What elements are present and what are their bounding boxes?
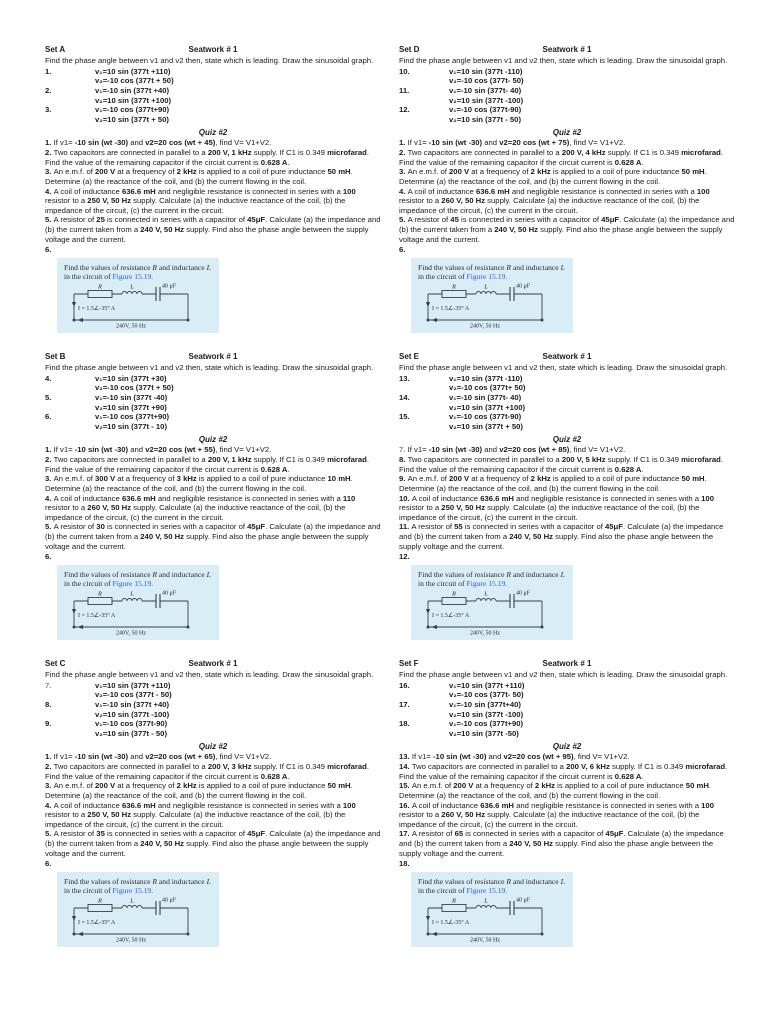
terminal-dot <box>73 626 76 629</box>
seatwork-items <box>45 681 381 739</box>
resistor-label: R <box>98 283 102 291</box>
quiz-item-number: 1. <box>45 445 54 455</box>
quiz-item-number: 13. <box>399 752 412 762</box>
seatwork-title: Seatwork # 1 <box>542 352 592 361</box>
quiz-item: 13. If v1= -10 sin (wt -30) and v2=20 cos (wt + 95), find V= V1+V2. <box>399 752 630 762</box>
resistor-symbol <box>88 905 112 912</box>
quiz-item: 2. Two capacitors are connected in parallel to a 200 V, 1 kHz supply. If C1 is 0.349 microfarad. Find the value of the remaining capacitor if the circuit current is 0.628 A. <box>45 455 369 474</box>
seatwork-instructions: Find the phase angle between v1 and v2 then, state which is leading. Draw the sinusoidal graph. <box>45 670 374 679</box>
equation-v2: v₂=10 sin (377t + 50) <box>449 421 523 431</box>
inductor-label: L <box>130 590 134 598</box>
seatwork-title: Seatwork # 1 <box>542 659 592 668</box>
quiz-item-number: 16. <box>399 800 412 810</box>
quiz-item-number: 7. <box>399 445 408 455</box>
equation-v1: v₁=10 sin (377t -110) <box>449 66 523 76</box>
set-header <box>45 45 381 55</box>
figure-box <box>411 872 573 948</box>
figure-box <box>57 258 219 334</box>
supply-arrow-icon <box>78 318 84 322</box>
equation-v2: v₂=-10 cos (377t- 50) <box>449 76 524 86</box>
seatwork-instructions: Find the phase angle between v1 and v2 then, state which is leading. Draw the sinusoidal graph. <box>45 363 374 372</box>
current-label: I = 1.5∠-35° A <box>78 613 116 620</box>
set-header <box>399 659 735 669</box>
terminal-dot <box>427 626 430 629</box>
equation-v1: v₁=-10 sin (377t +40) <box>95 85 170 95</box>
figure-caption: Find the values of resistance R and inductance L in the circuit of Figure 15.19. <box>418 569 565 589</box>
quiz-item: 4. A coil of inductance 636.6 mH and negligible resistance is connected in series with a 100 resistor to a 260 V, 50 Hz supply. Calculate (a) the inductive reactance of the coil, (b) the impedance of the circuit, (c) the current in the circuit. <box>399 186 710 215</box>
quiz-item-number: 10. <box>399 493 412 503</box>
quiz-item: 11. A resistor of 55 is connected in series with a capacitor of 45μF. Calculate (a) the impedance and (b) the current taken from a 240 V, 50 Hz supply. Find also the phase angle between the supply voltage and the current. <box>399 522 724 551</box>
figure-item-number: 18. <box>399 859 410 869</box>
current-label: I = 1.5∠-35° A <box>432 613 470 620</box>
figure-item-number: 6. <box>45 245 52 255</box>
equation-pair <box>95 374 174 393</box>
quiz-title: Quiz #2 <box>198 435 228 445</box>
set-title: Set E <box>399 352 420 361</box>
figure-item-number: 6. <box>45 859 52 869</box>
quiz-item-number: 3. <box>399 167 408 177</box>
item-number: 6. <box>45 412 52 422</box>
problem-set-section <box>45 45 381 352</box>
quiz-item: 14. Two capacitors are connected in parallel to a 200 V, 6 kHz supply. If C1 is 0.349 microfarad. Find the value of the remaining capacitor if the circuit current is 0.628 A. <box>399 762 728 781</box>
seatwork-item <box>45 700 381 719</box>
equation-v1: v₁=-10 sin (377t +40) <box>95 699 170 709</box>
worksheet-grid <box>45 45 735 966</box>
quiz-items <box>399 138 735 244</box>
figure-caption: Find the values of resistance R and inductance L in the circuit of Figure 15.19. <box>64 262 211 282</box>
item-number: 5. <box>45 392 52 402</box>
seatwork-item <box>45 393 381 412</box>
quiz-item-number: 1. <box>45 138 54 148</box>
current-label: I = 1.5∠-35° A <box>432 920 470 927</box>
quiz-item-number: 5. <box>45 215 54 225</box>
capacitor-label: 40 μF <box>162 897 177 904</box>
quiz-item: 2. Two capacitors are connected in parallel to a 200 V, 1 kHz supply. If C1 is 0.349 microfarad. Find the value of the remaining capacitor if the circuit current is 0.628 A. <box>45 148 369 167</box>
equation-v1: v₁=-10 cos (377t+90) <box>449 719 524 729</box>
figure-box <box>57 872 219 948</box>
quiz-item: 16. A coil of inductance 636.6 mH and negligible resistance is connected in series with a 100 resistor to a 260 V, 50 Hz supply. Calculate (a) the inductive reactance of the coil, (b) the impedance of the circuit, (c) the current in the circuit. <box>399 800 714 829</box>
circuit-diagram <box>64 282 214 329</box>
equation-v2: v₂=10 sin (377t -100) <box>449 709 524 719</box>
equation-v2: v₂=10 sin (377t + 50) <box>95 114 169 124</box>
equation-v2: v₂=10 sin (377t -100) <box>95 709 170 719</box>
figure-caption: Find the values of resistance R and inductance L in the circuit of Figure 15.19. <box>418 262 565 282</box>
seatwork-item <box>399 374 735 393</box>
seatwork-item <box>399 681 735 700</box>
quiz-item: 15. An e.m.f. of 200 V at a frequency of 2 kHz is applied to a coil of pure inductance 50 mH. Determine (a) the reactance of the coil, and (b) the current flowing in the coil. <box>399 781 712 800</box>
quiz-item: 4. A coil of inductance 636.6 mH and negligible resistance is connected in series with a 100 resistor to a 250 V, 50 Hz supply. Calculate (a) the inductive reactance of the coil, (b) the impedance of the circuit, (c) the current in the circuit. <box>45 186 356 215</box>
quiz-item-number: 4. <box>45 800 54 810</box>
quiz-item-number: 4. <box>399 186 408 196</box>
item-number: 16. <box>399 680 410 690</box>
circuit-diagram <box>64 589 214 636</box>
equation-pair <box>95 393 167 412</box>
equation-v2: v₂=10 sin (377t +100) <box>449 402 526 412</box>
quiz-item-number: 8. <box>399 455 408 464</box>
equation-v2: v₂=-10 cos (377t+ 50) <box>449 383 526 393</box>
figure-item-number: 6. <box>45 552 52 562</box>
quiz-item-number: 2. <box>399 148 408 157</box>
item-number: 3. <box>45 105 52 115</box>
figure-link[interactable]: Figure 15.19. <box>112 579 154 589</box>
seatwork-item <box>45 719 381 738</box>
quiz-item-number: 3. <box>45 781 54 791</box>
equation-v1: v₁=-10 cos (377t-90) <box>449 412 522 422</box>
seatwork-instructions: Find the phase angle between v1 and v2 then, state which is leading. Draw the sinusoidal graph. <box>399 363 728 372</box>
item-number: 13. <box>399 373 410 383</box>
quiz-item-number: 5. <box>45 522 54 532</box>
supply-label: 240V, 50 Hz <box>469 630 501 637</box>
quiz-item-number: 15. <box>399 781 412 791</box>
equation-v1: v₁=-10 sin (377t -40) <box>95 392 168 402</box>
quiz-item: 7. If v1= -10 sin (wt -30) and v2=20 cos (wt + 85), find V= V1+V2. <box>399 445 626 455</box>
seatwork-instructions: Find the phase angle between v1 and v2 then, state which is leading. Draw the sinusoidal graph. <box>45 56 374 65</box>
equation-pair <box>449 105 521 124</box>
equation-v2: v₂=10 sin (377t - 50) <box>95 728 167 738</box>
equation-v2: v₂=-10 cos (377t - 50) <box>95 690 172 700</box>
quiz-item: 2. Two capacitors are connected in parallel to a 200 V, 4 kHz supply. If C1 is 0.349 microfarad. Find the value of the remaining capacitor if the circuit current is 0.628 A. <box>399 148 723 167</box>
seatwork-items <box>399 374 735 432</box>
circuit-diagram <box>64 896 214 943</box>
supply-arrow-icon <box>78 625 84 629</box>
set-header <box>45 352 381 362</box>
equation-v2: v₂=-10 cos (377t + 50) <box>95 383 174 393</box>
terminal-dot <box>541 626 544 629</box>
set-title: Set C <box>45 659 66 668</box>
quiz-item-number: 5. <box>399 215 408 225</box>
terminal-dot <box>187 319 190 322</box>
circuit-diagram <box>418 589 568 636</box>
terminal-dot <box>73 933 76 936</box>
capacitor-label: 40 μF <box>516 283 531 290</box>
item-number: 8. <box>45 699 52 709</box>
figure-link[interactable]: Figure 15.19. <box>112 886 154 896</box>
quiz-item-number: 3. <box>45 474 54 484</box>
quiz-item: 3. An e.m.f. of 200 V at a frequency of 2 kHz is applied to a coil of pure inductance 50 mH. Determine (a) the reactance of the coil, and (b) the current flowing in the coil. <box>45 781 353 800</box>
quiz-items <box>399 752 735 858</box>
equation-pair <box>449 719 523 738</box>
quiz-item: 5. A resistor of 25 is connected in series with a capacitor of 45μF. Calculate (a) the impedance and (b) the current taken from a 240 V, 50 Hz supply. Find also the phase angle between the supply voltage and the current. <box>45 215 381 244</box>
resistor-label: R <box>98 590 102 598</box>
circuit-diagram <box>418 896 568 943</box>
figure-item-number: 12. <box>399 552 410 562</box>
seatwork-item <box>399 86 735 105</box>
item-number: 1. <box>45 66 52 76</box>
terminal-dot <box>73 319 76 322</box>
quiz-item: 2. Two capacitors are connected in parallel to a 200 V, 3 kHz supply. If C1 is 0.349 microfarad. Find the value of the remaining capacitor if the circuit current is 0.628 A. <box>45 762 369 781</box>
quiz-item: 17. A resistor of 65 is connected in series with a capacitor of 45μF. Calculate (a) the impedance and (b) the current taken from a 240 V, 50 Hz supply. Find also the phase angle between the supply voltage and the current. <box>399 829 724 858</box>
quiz-title: Quiz #2 <box>552 742 582 752</box>
figure-caption: Find the values of resistance R and inductance L in the circuit of Figure 15.19. <box>64 876 211 896</box>
current-arrow-icon <box>72 609 76 614</box>
seatwork-items <box>45 67 381 125</box>
quiz-item: 1. If v1= -10 sin (wt -30) and v2=20 cos (wt + 55), find V= V1+V2. <box>45 445 272 455</box>
supply-arrow-icon <box>78 932 84 936</box>
quiz-item-number: 3. <box>45 167 54 177</box>
seatwork-item <box>399 719 735 738</box>
terminal-dot <box>541 933 544 936</box>
equation-pair <box>449 67 524 86</box>
equation-v2: v₂=-10 cos (377t- 50) <box>449 690 524 700</box>
figure-item-number: 6. <box>399 245 406 255</box>
quiz-item: 3. An e.m.f. of 200 V at a frequency of 2 kHz is applied to a coil of pure inductance 50 mH. Determine (a) the reactance of the coil, and (b) the current flowing in the coil. <box>45 167 353 186</box>
figure-link[interactable]: Figure 15.19. <box>112 272 154 282</box>
item-number: 10. <box>399 66 410 76</box>
resistor-label: R <box>98 897 102 905</box>
equation-v1: v₁=-10 cos (377t+90) <box>95 412 170 422</box>
seatwork-item <box>399 700 735 719</box>
quiz-items <box>45 752 381 858</box>
terminal-dot <box>427 933 430 936</box>
item-number: 11. <box>399 85 410 95</box>
current-arrow-icon <box>426 302 430 307</box>
capacitor-label: 40 μF <box>162 590 177 597</box>
quiz-title: Quiz #2 <box>198 742 228 752</box>
equation-v2: v₂=-10 cos (377t + 50) <box>95 76 174 86</box>
seatwork-item <box>45 67 381 86</box>
current-arrow-icon <box>72 302 76 307</box>
equation-v1: v₁=-10 sin (377t+40) <box>449 699 521 709</box>
item-number: 15. <box>399 412 410 422</box>
figure-link[interactable]: Figure 15.19. <box>466 272 508 282</box>
current-arrow-icon <box>426 916 430 921</box>
seatwork-item <box>45 374 381 393</box>
seatwork-items <box>399 67 735 125</box>
capacitor-label: 40 μF <box>516 897 531 904</box>
circuit-diagram <box>418 282 568 329</box>
item-number: 17. <box>399 699 410 709</box>
supply-arrow-icon <box>432 932 438 936</box>
equation-v1: v₁=-10 cos (377t-90) <box>449 105 522 115</box>
equation-v1: v₁=-10 sin (377t- 40) <box>449 85 522 95</box>
quiz-item-number: 1. <box>399 138 408 148</box>
terminal-dot <box>541 319 544 322</box>
quiz-title: Quiz #2 <box>552 435 582 445</box>
quiz-item: 10. A coil of inductance 636.6 mH and negligible resistance is connected in series with a 100 resistor to a 250 V, 50 Hz supply. Calculate (a) the inductive reactance of the coil, (b) the impedance of the circuit, (c) the current in the circuit. <box>399 493 714 522</box>
inductor-label: L <box>130 283 134 291</box>
quiz-title: Quiz #2 <box>552 128 582 138</box>
figure-caption: Find the values of resistance R and inductance L in the circuit of Figure 15.19. <box>64 569 211 589</box>
capacitor-label: 40 μF <box>162 283 177 290</box>
equation-v1: v₁=10 sin (377t +30) <box>95 373 167 383</box>
equation-pair <box>95 86 171 105</box>
equation-v1: v₁=-10 cos (377t-90) <box>95 719 168 729</box>
figure-box <box>411 565 573 641</box>
set-title: Set F <box>399 659 419 668</box>
terminal-dot <box>187 933 190 936</box>
item-number: 2. <box>45 85 52 95</box>
equation-v1: v₁=-10 cos (377t+90) <box>95 105 170 115</box>
quiz-item-number: 11. <box>399 522 412 532</box>
quiz-items <box>399 445 735 551</box>
quiz-item: 1. If v1= -10 sin (wt -30) and v2=20 cos (wt + 75), find V= V1+V2. <box>399 138 626 148</box>
seatwork-title: Seatwork # 1 <box>188 659 238 668</box>
equation-v2: v₂=10 sin (377t - 50) <box>449 114 521 124</box>
seatwork-item <box>45 681 381 700</box>
seatwork-item <box>45 105 381 124</box>
quiz-item: 3. An e.m.f. of 200 V at a frequency of 2 kHz is applied to a coil of pure inductance 50 mH. Determine (a) the reactance of the coil, and (b) the current flowing in the coil. <box>399 167 707 186</box>
seatwork-instructions: Find the phase angle between v1 and v2 then, state which is leading. Draw the sinusoidal graph. <box>399 670 728 679</box>
quiz-item-number: 2. <box>45 455 54 464</box>
quiz-item-number: 2. <box>45 148 54 157</box>
supply-arrow-icon <box>432 625 438 629</box>
set-title: Set D <box>399 45 420 54</box>
figure-box <box>57 565 219 641</box>
equation-v1: v₁=-10 sin (377t- 40) <box>449 392 522 402</box>
resistor-symbol <box>442 598 466 605</box>
seatwork-item <box>399 393 735 412</box>
terminal-dot <box>427 319 430 322</box>
set-header <box>399 352 735 362</box>
seatwork-item <box>399 412 735 431</box>
equation-v2: v₂=10 sin (377t +90) <box>95 402 167 412</box>
quiz-item: 5. A resistor of 35 is connected in series with a capacitor of 45μF. Calculate (a) the impedance and (b) the current taken from a 240 V, 50 Hz supply. Find also the phase angle between the supply voltage and the current. <box>45 829 381 858</box>
resistor-symbol <box>88 598 112 605</box>
equation-v1: v₁=10 sin (377t +110) <box>95 680 171 690</box>
equation-pair <box>95 681 172 700</box>
current-arrow-icon <box>72 916 76 921</box>
quiz-item-number: 5. <box>45 829 54 839</box>
supply-label: 240V, 50 Hz <box>469 937 501 944</box>
equation-v2: v₂=10 sin (377t - 10) <box>95 421 167 431</box>
seatwork-instructions: Find the phase angle between v1 and v2 then, state which is leading. Draw the sinusoidal graph. <box>399 56 728 65</box>
equation-v2: v₂=10 sin (377t +100) <box>95 95 172 105</box>
item-number: 4. <box>45 373 52 383</box>
terminal-dot <box>187 626 190 629</box>
inductor-label: L <box>484 897 488 905</box>
supply-arrow-icon <box>432 318 438 322</box>
item-number: 14. <box>399 392 410 402</box>
inductor-label: L <box>484 590 488 598</box>
quiz-items <box>45 138 381 244</box>
supply-label: 240V, 50 Hz <box>115 937 147 944</box>
resistor-symbol <box>88 291 112 298</box>
equation-pair <box>449 412 523 431</box>
supply-label: 240V, 50 Hz <box>469 323 501 330</box>
set-header <box>45 659 381 669</box>
problem-set-section <box>399 45 735 352</box>
equation-v2: v₂=10 sin (377t -50) <box>449 728 519 738</box>
quiz-title: Quiz #2 <box>198 128 228 138</box>
equation-v2: v₂=10 sin (377t -100) <box>449 95 524 105</box>
equation-pair <box>95 67 174 86</box>
quiz-item-number: 4. <box>45 493 54 503</box>
problem-set-section <box>399 659 735 966</box>
quiz-item-number: 17. <box>399 829 412 839</box>
quiz-item: 5. A resistor of 30 is connected in series with a capacitor of 45μF. Calculate (a) the impedance and (b) the current taken from a 240 V, 50 Hz supply. Find also the phase angle between the supply voltage and the current. <box>45 522 381 551</box>
seatwork-item <box>399 67 735 86</box>
item-number: 12. <box>399 105 410 115</box>
inductor-symbol <box>122 292 142 295</box>
quiz-item-number: 1. <box>45 752 54 762</box>
equation-pair <box>95 719 167 738</box>
quiz-items <box>45 445 381 551</box>
equation-pair <box>449 393 525 412</box>
figure-link[interactable]: Figure 15.19. <box>466 579 508 589</box>
item-number: 18. <box>399 719 410 729</box>
equation-v1: v₁=10 sin (377t +110) <box>449 680 525 690</box>
quiz-item-number: 2. <box>45 762 54 771</box>
problem-set-section <box>45 352 381 659</box>
seatwork-items <box>399 681 735 739</box>
figure-box <box>411 258 573 334</box>
capacitor-label: 40 μF <box>516 590 531 597</box>
seatwork-title: Seatwork # 1 <box>188 45 238 54</box>
inductor-symbol <box>122 599 142 602</box>
current-arrow-icon <box>426 609 430 614</box>
seatwork-title: Seatwork # 1 <box>542 45 592 54</box>
seatwork-title: Seatwork # 1 <box>188 352 238 361</box>
equation-pair <box>449 700 523 719</box>
quiz-item: 9. An e.m.f. of 200 V at a frequency of 2 kHz is applied to a coil of pure inductance 50 mH. Determine (a) the reactance of the coil, and (b) the current flowing in the coil. <box>399 474 707 493</box>
equation-pair <box>95 105 169 124</box>
item-number: 7. <box>45 680 52 690</box>
supply-label: 240V, 50 Hz <box>115 630 147 637</box>
quiz-item: 3. An e.m.f. of 300 V at a frequency of 3 kHz is applied to a coil of pure inductance 10 mH. Determine (a) the reactance of the coil, and (b) the current flowing in the coil. <box>45 474 353 493</box>
quiz-item: 4. A coil of inductance 636.6 mH and negligible resistance is connected in series with a 100 resistor to a 250 V, 50 Hz supply. Calculate (a) the inductive reactance of the coil, (b) the impedance of the circuit, (c) the current in the circuit. <box>45 800 356 829</box>
current-label: I = 1.5∠-35° A <box>432 306 470 313</box>
seatwork-item <box>45 86 381 105</box>
quiz-item: 5. A resistor of 45 is connected in series with a capacitor of 45μF. Calculate (a) the impedance and (b) the current taken from a 240 V, 50 Hz supply. Find also the phase angle between the supply voltage and the current. <box>399 215 735 244</box>
equation-pair <box>449 86 523 105</box>
resistor-label: R <box>452 590 456 598</box>
quiz-item: 4. A coil of inductance 636.6 mH and negligible resistance is connected in series with a 110 resistor to a 260 V, 50 Hz supply. Calculate (a) the inductive reactance of the coil, (b) the impedance of the circuit, (c) the current in the circuit. <box>45 493 356 522</box>
set-title: Set B <box>45 352 66 361</box>
seatwork-item <box>399 105 735 124</box>
quiz-item-number: 14. <box>399 762 412 771</box>
equation-v1: v₁=10 sin (377t -110) <box>449 373 523 383</box>
resistor-symbol <box>442 905 466 912</box>
quiz-item: 1. If v1= -10 sin (wt -30) and v2=20 cos (wt + 65), find V= V1+V2. <box>45 752 272 762</box>
figure-link[interactable]: Figure 15.19. <box>466 886 508 896</box>
resistor-symbol <box>442 291 466 298</box>
quiz-item: 8. Two capacitors are connected in parallel to a 200 V, 5 kHz supply. If C1 is 0.349 microfarad. Find the value of the remaining capacitor if the circuit current is 0.628 A. <box>399 455 723 474</box>
current-label: I = 1.5∠-35° A <box>78 306 116 313</box>
resistor-label: R <box>452 897 456 905</box>
quiz-item-number: 9. <box>399 474 408 484</box>
equation-pair <box>95 700 169 719</box>
equation-pair <box>449 681 524 700</box>
seatwork-item <box>45 412 381 431</box>
inductor-symbol <box>476 599 496 602</box>
supply-label: 240V, 50 Hz <box>115 323 147 330</box>
inductor-symbol <box>476 292 496 295</box>
inductor-symbol <box>476 906 496 909</box>
quiz-item-number: 4. <box>45 186 54 196</box>
figure-caption: Find the values of resistance R and inductance L in the circuit of Figure 15.19. <box>418 876 565 896</box>
quiz-item: 1. If v1= -10 sin (wt -30) and v2=20 cos (wt + 45), find V= V1+V2. <box>45 138 272 148</box>
current-label: I = 1.5∠-35° A <box>78 920 116 927</box>
equation-pair <box>95 412 169 431</box>
problem-set-section <box>399 352 735 659</box>
inductor-label: L <box>130 897 134 905</box>
inductor-label: L <box>484 283 488 291</box>
item-number: 9. <box>45 719 52 729</box>
problem-set-section <box>45 659 381 966</box>
inductor-symbol <box>122 906 142 909</box>
seatwork-items <box>45 374 381 432</box>
set-header <box>399 45 735 55</box>
set-title: Set A <box>45 45 66 54</box>
equation-pair <box>449 374 526 393</box>
resistor-label: R <box>452 283 456 291</box>
equation-v1: v₁=10 sin (377t +110) <box>95 66 171 76</box>
